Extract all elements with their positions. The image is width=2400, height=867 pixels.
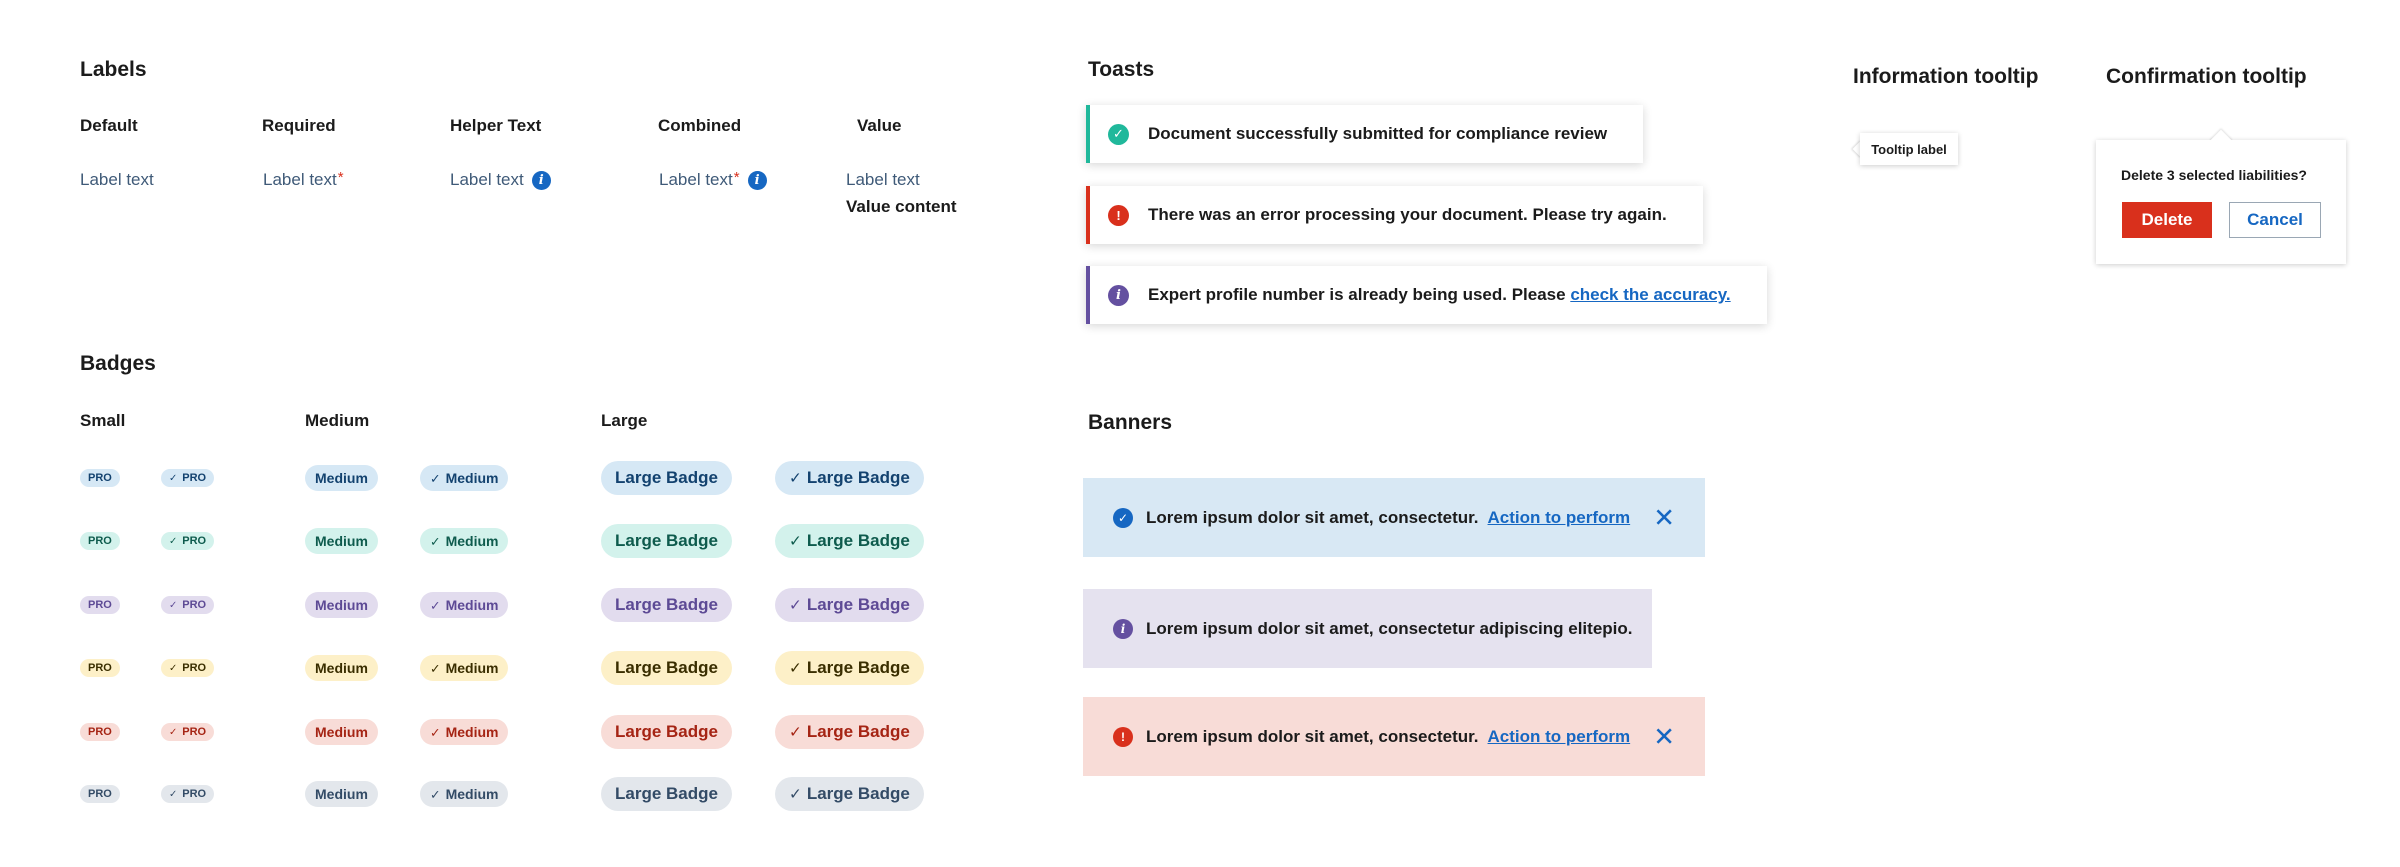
labels-col-value: Value	[857, 116, 902, 135]
badge-neutral-m-check	[420, 781, 508, 807]
info-icon[interactable]: i	[748, 171, 767, 190]
badge-warning-s	[80, 659, 120, 677]
close-icon[interactable]: ✕	[1653, 721, 1675, 751]
badge-label: Large Badge	[806, 531, 910, 550]
badge-success-s-check	[161, 532, 214, 550]
badge-label: PRO	[182, 662, 207, 674]
info-circle-icon: i	[1113, 619, 1133, 639]
labels-col-required: Required	[262, 116, 336, 135]
toast-success	[1086, 105, 1643, 163]
banner-info	[1083, 478, 1705, 557]
badge-neutral-purple-m	[305, 592, 378, 618]
badges-col-medium: Medium	[305, 411, 370, 430]
toast-accent-bar	[1086, 186, 1090, 244]
badge-label: Medium	[315, 533, 368, 549]
label-text: Label text	[846, 170, 920, 189]
badge-warning-m-check	[420, 655, 508, 681]
toast-link[interactable]: check the accuracy.	[1570, 285, 1731, 304]
badges-section-title: Badges	[80, 352, 156, 375]
banner-message: Lorem ipsum dolor sit amet, consectetur.	[1146, 726, 1479, 746]
badge-success-m-check	[420, 528, 508, 554]
badge-label: Large Badge	[615, 531, 718, 550]
toast-message: Expert profile number is already being used. Please	[1148, 285, 1571, 304]
badge-neutral-purple-s	[80, 596, 120, 614]
badge-label: Medium	[445, 533, 499, 549]
badges-col-large: Large	[601, 411, 648, 430]
badge-label: PRO	[88, 599, 112, 611]
check-icon: ✓	[430, 787, 441, 802]
check-icon: ✓	[430, 471, 441, 486]
cancel-button[interactable]: Cancel	[2229, 202, 2321, 238]
badge-label: PRO	[182, 472, 207, 484]
required-asterisk: *	[337, 168, 344, 186]
badge-success-l-check	[775, 524, 924, 558]
badge-warning-s-check	[161, 659, 214, 677]
check-icon: ✓	[430, 725, 441, 740]
check-icon: ✓	[789, 596, 802, 614]
label-helper	[450, 170, 551, 190]
info-tooltip-title: Information tooltip	[1853, 65, 2039, 88]
error-circle-icon: !	[1113, 727, 1133, 747]
check-icon: ✓	[169, 726, 178, 738]
banner-message: Lorem ipsum dolor sit amet, consectetur adipiscing elitepio.	[1146, 618, 1633, 638]
badge-label: Medium	[315, 786, 368, 802]
badge-label: Large Badge	[615, 468, 718, 487]
badge-label: Medium	[445, 597, 499, 613]
badge-success-m	[305, 528, 378, 554]
label-combined	[659, 170, 767, 190]
label-required	[263, 170, 344, 190]
badge-label: Medium	[315, 660, 368, 676]
badge-danger-l-check	[775, 715, 924, 749]
badge-info-s	[80, 469, 120, 487]
badge-neutral-purple-m-check	[420, 592, 508, 618]
badge-info-l-check	[775, 461, 924, 495]
check-circle-icon: ✓	[1108, 124, 1129, 145]
value-content: Value content	[846, 197, 957, 216]
confirm-tooltip	[2096, 140, 2346, 264]
badge-info-l	[601, 461, 732, 495]
badge-label: Large Badge	[615, 722, 718, 741]
badge-label: PRO	[88, 535, 112, 547]
check-icon: ✓	[789, 469, 802, 487]
error-circle-icon: !	[1108, 205, 1129, 226]
labels-section-title: Labels	[80, 58, 147, 81]
check-icon: ✓	[789, 723, 802, 741]
badge-label: Large Badge	[806, 595, 910, 614]
badge-info-m-check	[420, 465, 508, 491]
check-circle-icon: ✓	[1113, 508, 1133, 528]
banner-action-link[interactable]: Action to perform	[1487, 507, 1631, 527]
check-icon: ✓	[789, 659, 802, 677]
badge-label: PRO	[88, 662, 112, 674]
toast-message: Document successfully submitted for compliance review	[1148, 124, 1608, 143]
banners-section-title: Banners	[1088, 411, 1173, 434]
badge-label: Large Badge	[806, 784, 910, 803]
badge-info-m	[305, 465, 378, 491]
check-icon: ✓	[169, 599, 178, 611]
badge-danger-s-check	[161, 723, 214, 741]
check-icon: ✓	[169, 472, 178, 484]
badge-neutral-purple-l	[601, 588, 732, 622]
badge-warning-l-check	[775, 651, 924, 685]
banner-error	[1083, 697, 1705, 776]
check-icon: ✓	[789, 532, 802, 550]
badge-label: Large Badge	[615, 784, 718, 803]
tooltip-label: Tooltip label	[1871, 141, 1947, 157]
tooltip-arrow-mask	[2208, 140, 2234, 150]
info-circle-icon: i	[1108, 285, 1129, 306]
badge-label: Medium	[445, 786, 499, 802]
badge-label: Medium	[315, 470, 368, 486]
badge-label: PRO	[88, 726, 112, 738]
badge-neutral-purple-l-check	[775, 588, 924, 622]
badge-label: Large Badge	[806, 658, 910, 677]
badge-neutral-s	[80, 785, 120, 803]
badge-warning-l	[601, 651, 732, 685]
badge-success-s	[80, 532, 120, 550]
badge-warning-m	[305, 655, 378, 681]
toast-error	[1086, 186, 1703, 244]
badge-label: PRO	[88, 472, 112, 484]
badge-label: Medium	[445, 660, 499, 676]
toast-accent-bar	[1086, 105, 1090, 163]
badge-label: PRO	[182, 535, 207, 547]
badge-danger-s	[80, 723, 120, 741]
badge-label: Large Badge	[806, 468, 910, 487]
badge-danger-l	[601, 715, 732, 749]
labels-col-combined: Combined	[658, 116, 742, 135]
delete-button[interactable]: Delete	[2122, 202, 2212, 238]
info-icon[interactable]: i	[532, 171, 551, 190]
banner-neutral	[1083, 589, 1652, 668]
badge-label: PRO	[182, 726, 207, 738]
toast-accent-bar	[1086, 266, 1090, 324]
badge-info-s-check	[161, 469, 214, 487]
labels-col-helper: Helper Text	[450, 116, 542, 135]
badge-label: Large Badge	[615, 595, 718, 614]
label-text: Label text	[263, 170, 337, 189]
label-text: Label text	[80, 170, 154, 189]
confirm-tooltip-title: Confirmation tooltip	[2106, 65, 2307, 88]
check-icon: ✓	[430, 661, 441, 676]
badge-neutral-l	[601, 777, 732, 811]
badge-label: PRO	[182, 788, 207, 800]
confirm-message: Delete 3 selected liabilities?	[2121, 167, 2307, 183]
badges-col-small: Small	[80, 411, 126, 430]
label-text: Label text	[659, 170, 733, 189]
toast-info	[1086, 266, 1767, 324]
info-tooltip	[1860, 133, 1958, 165]
badge-success-l	[601, 524, 732, 558]
badge-label: Large Badge	[615, 658, 718, 677]
badge-label: PRO	[88, 788, 112, 800]
badge-neutral-s-check	[161, 785, 214, 803]
badge-label: Medium	[315, 597, 368, 613]
toast-message: There was an error processing your document. Please try again.	[1148, 205, 1667, 224]
badge-label: Large Badge	[806, 722, 910, 741]
check-icon: ✓	[169, 535, 178, 547]
check-icon: ✓	[430, 598, 441, 613]
badge-label: Medium	[445, 470, 499, 486]
banner-action-link[interactable]: Action to perform	[1487, 726, 1631, 746]
badge-neutral-l-check	[775, 777, 924, 811]
check-icon: ✓	[430, 534, 441, 549]
required-asterisk: *	[733, 168, 740, 186]
badge-neutral-purple-s-check	[161, 596, 214, 614]
badge-neutral-m	[305, 781, 378, 807]
toasts-section-title: Toasts	[1088, 58, 1155, 81]
badge-danger-m-check	[420, 719, 508, 745]
check-icon: ✓	[169, 788, 178, 800]
label-default	[80, 170, 154, 190]
close-icon[interactable]: ✕	[1653, 502, 1675, 532]
labels-col-default: Default	[80, 116, 138, 135]
badge-label: PRO	[182, 599, 207, 611]
badge-label: Medium	[315, 724, 368, 740]
label-value	[846, 170, 920, 190]
label-text: Label text	[450, 170, 524, 189]
badge-danger-m	[305, 719, 378, 745]
check-icon: ✓	[169, 662, 178, 674]
check-icon: ✓	[789, 785, 802, 803]
banner-message: Lorem ipsum dolor sit amet, consectetur.	[1146, 507, 1479, 527]
badge-label: Medium	[445, 724, 499, 740]
